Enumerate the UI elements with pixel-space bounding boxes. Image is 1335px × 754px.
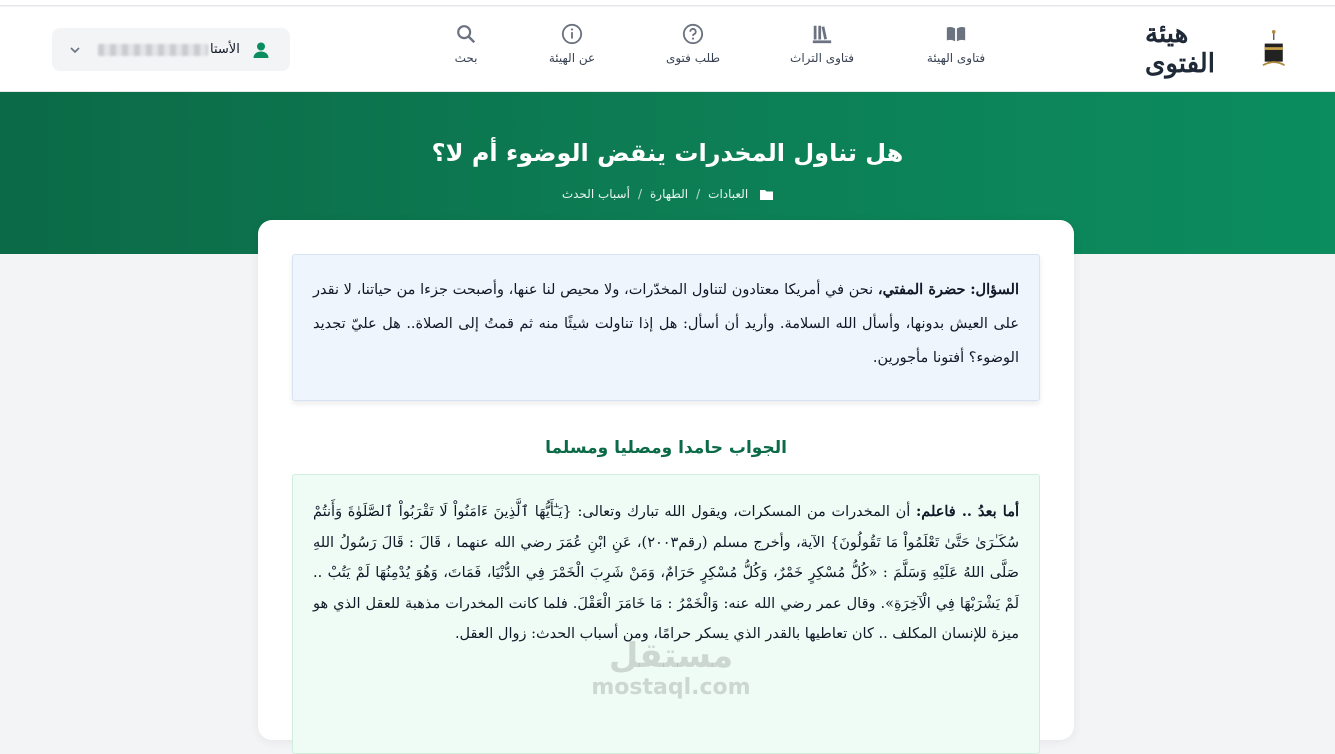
question-box [292, 254, 1040, 401]
nav-label: فتاوى الهيئة [926, 51, 986, 65]
logo-text: هيئة الفتوى [1145, 19, 1215, 79]
nav-request-fatwa[interactable] [662, 23, 724, 65]
answer-text: أن المخدرات من المسكرات، ويقول الله تبارك وتعالى: {يَـٰٓأَيُّهَا ٱلَّذِينَ ءَامَنُواْ لَا تَقْرَبُواْ ٱلصَّلَوٰةَ وَأَنتُمْ سُكَـٰرَىٰ حَتَّىٰ تَعْلَمُواْ مَا تَقُولُونَ} الآية، وأخرج مسلم (رقم٢٠٠٣)، عَنِ ابْنِ عُمَرَ رضي الله عنهما ، قَالَ : قَالَ رَسُولُ اللهِ صَلَّى اللهُ عَلَيْهِ وَسَلَّمَ : «كُلُّ مُسْكِرٍ خَمْرٌ، وَكُلُّ مُسْكِرٍ حَرَامٌ، وَمَنْ شَرِبَ الْخَمْرَ فِي الدُّنْيَا، فَمَاتَ، وَهُوَ يُدْمِنُهَا لَمْ يَتُبْ .. لَمْ يَشْرَبْهَا فِي الْآخِرَةِ». وقال عمر رضي الله عنه: وَالْخَمْرُ : مَا خَامَرَ الْعَقْلَ. فلما كانت المخدرات مذهبة للعقل الذي هو ميزة للإنسان المكلف .. كان تعاطيها بالقدر الذي يسكر حرامًا، ومن أسباب الحدث: زوال العقل. [313, 504, 1019, 642]
nav-label: فتاوى التراث [790, 51, 854, 65]
nav-label: عن الهيئة [548, 51, 596, 65]
watermark-arabic: مستقل [608, 636, 734, 676]
watermark-latin: mostaql.com [591, 675, 751, 700]
question-lead: حضرة المفتي، [877, 281, 966, 298]
breadcrumb [0, 187, 1335, 201]
answer-title: الجواب حامدا ومصليا ومسلما [545, 438, 787, 458]
breadcrumb-item[interactable]: الطهارة [649, 187, 689, 201]
info-circle-icon [561, 23, 583, 45]
question-label: السؤال: [970, 281, 1019, 298]
page-title: هل تناول المخدرات ينقض الوضوء أم لا؟ [431, 139, 904, 167]
library-icon [811, 23, 833, 45]
breadcrumb-item[interactable]: العبادات [708, 187, 749, 201]
nav-fatawa-hayah[interactable] [924, 23, 988, 65]
breadcrumb-separator: / [637, 187, 642, 201]
search-icon [455, 23, 477, 45]
breadcrumb-separator: / [696, 187, 701, 201]
question-circle-icon [682, 23, 704, 45]
nav-label: طلب فتوى [665, 51, 721, 65]
question-text: نحن في أمريكا معتادون لتناول المخدّرات، ولا محيص لنا عنها، وأصبحت جزءا من حياتنا، لا نقدر على العيش بدونها، وأسأل الله السلامة. وأريد أن أسأل: هل إذا تناولت شيئًا منه ثم قمتُ إلى الصلاة.. هل عليّ تجديد الوضوء؟ أفتونا مأجورين. [313, 282, 1019, 366]
user-name: الأستا [210, 42, 240, 57]
nav-search[interactable] [452, 23, 480, 65]
book-open-icon [945, 23, 967, 45]
user-icon [252, 41, 270, 59]
user-menu[interactable] [52, 28, 290, 71]
redacted-name [98, 44, 208, 56]
nav-label: بحث [454, 51, 478, 65]
folder-icon [760, 189, 773, 200]
answer-box [292, 474, 1040, 754]
breadcrumb-item[interactable]: أسباب الحدث [561, 187, 630, 201]
chevron-down-icon [70, 45, 80, 55]
site-header [0, 7, 1335, 92]
nav-about[interactable] [544, 23, 600, 65]
kaaba-icon [1262, 27, 1285, 71]
fatwa-card [258, 220, 1074, 740]
top-border [0, 0, 1335, 6]
answer-lead: أما بعدُ .. فاعلم: [915, 503, 1020, 520]
nav-fatawa-turath[interactable] [786, 23, 858, 65]
site-logo[interactable] [1145, 21, 1285, 77]
